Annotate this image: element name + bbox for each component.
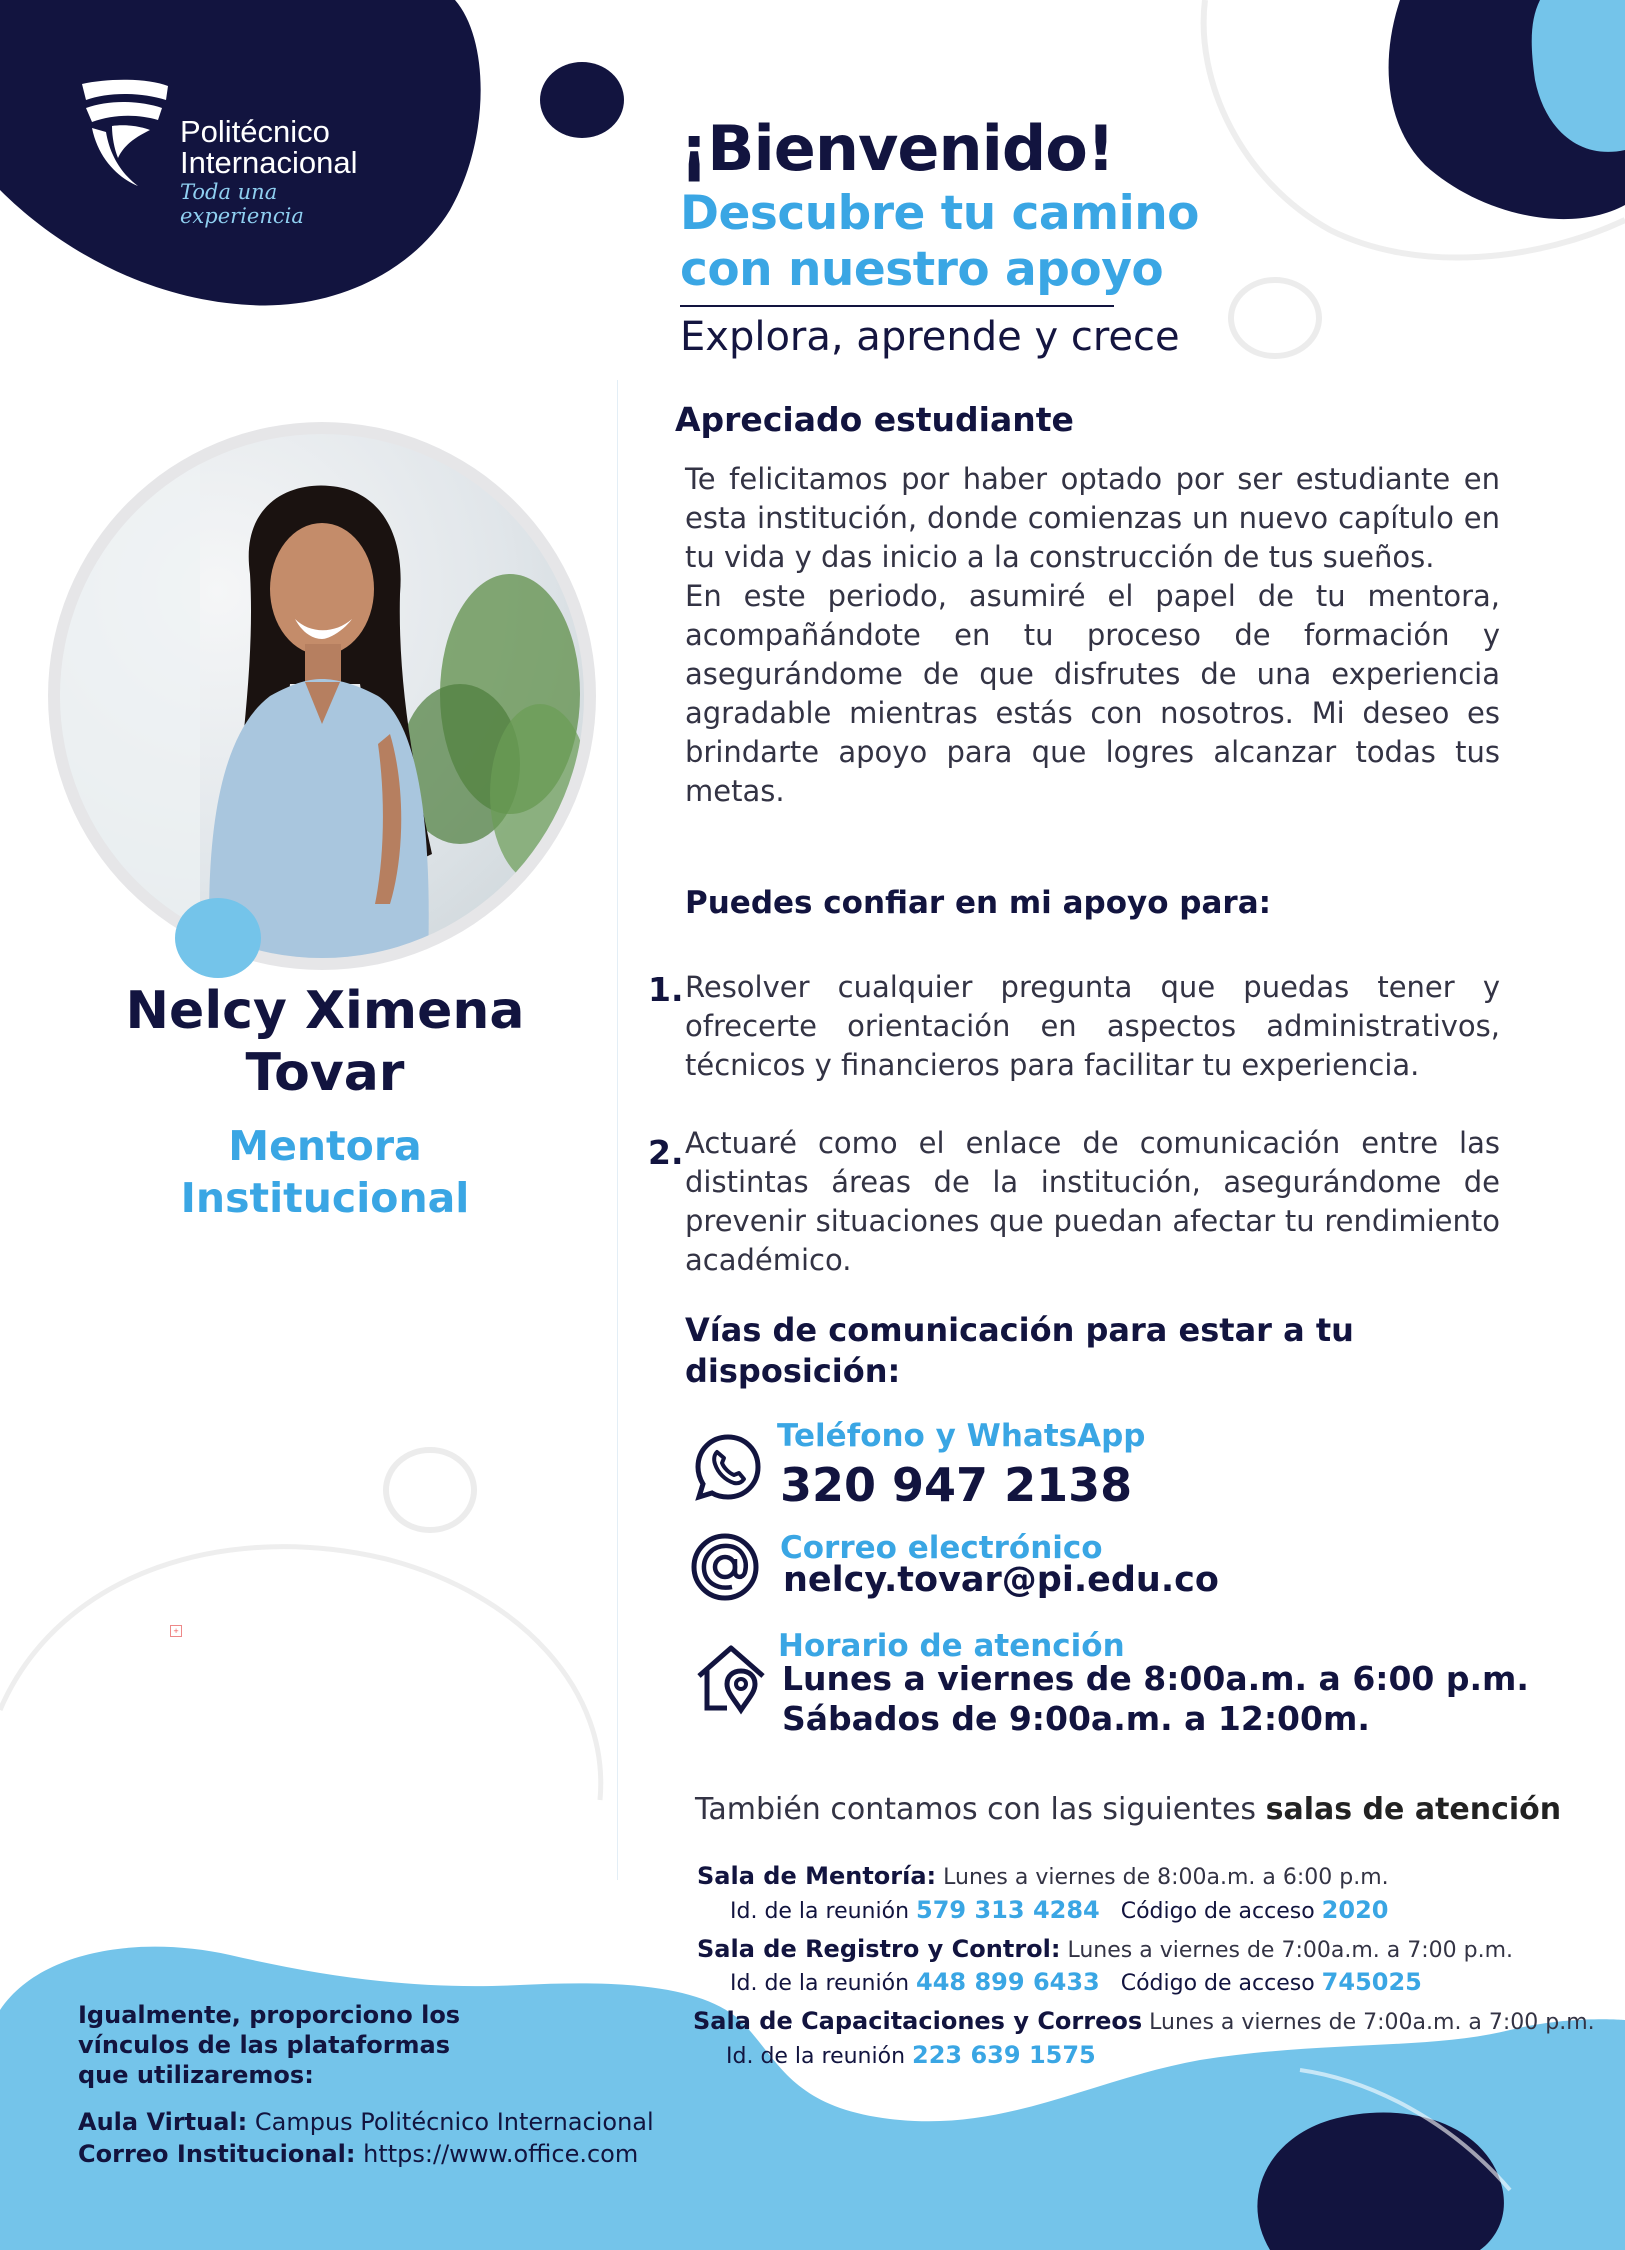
logo-mark-icon xyxy=(78,78,170,188)
photo-accent-blob xyxy=(175,898,261,978)
ring-outline-left xyxy=(386,1450,474,1530)
support-item-1-number: 1. xyxy=(648,970,684,1009)
footer-virtual-label: Aula Virtual: xyxy=(78,2108,248,2136)
left-curve-outline xyxy=(0,1547,601,1800)
rooms-intro-text: También contamos con las siguientes xyxy=(695,1792,1257,1827)
letter-paragraph-2: En este periodo, asumiré el papel de tu mentora, acompañándote en tu proceso de formación y asegurándome de que disfrutes de una experiencia agradable mientras estás con nosotros. Mi deseo es brindarte apoyo para que logres alcanzar todas tus metas. xyxy=(685,579,1500,808)
phone-number[interactable]: 320 947 2138 xyxy=(780,1458,1133,1512)
small-marker-icon: + xyxy=(170,1625,182,1637)
footer-mail-label: Correo Institucional: xyxy=(78,2140,356,2168)
email-label: Correo electrónico xyxy=(780,1530,1103,1566)
footer-mail xyxy=(78,2140,638,2168)
small-navy-blob xyxy=(540,62,624,138)
room-1-details xyxy=(730,1896,1388,1924)
mentor-role-line2: Institucional xyxy=(180,1174,470,1222)
mentor-name-line1: Nelcy Ximena xyxy=(125,981,525,1041)
mentor-name-line2: Tovar xyxy=(245,1043,405,1103)
room-2-details xyxy=(730,1968,1422,1996)
logo-tagline: Toda una experiencia xyxy=(180,180,304,228)
subtitle-line2: con nuestro apoyo xyxy=(680,242,1164,297)
rooms-intro-bold: salas de atención xyxy=(1265,1792,1562,1827)
footer-virtual-value[interactable]: Campus Politécnico Internacional xyxy=(254,2108,654,2136)
contact-heading: Vías de comunicación para estar a tu disposición: xyxy=(685,1311,1354,1390)
mentor-photo xyxy=(60,434,584,958)
hours-weekday: Lunes a viernes de 8:00a.m. a 6:00 p.m. xyxy=(782,1659,1529,1698)
room-1-name: Sala de Mentoría: xyxy=(697,1862,937,1890)
support-item-2-text: Actuaré como el enlace de comunicación entre las distintas áreas de la institución, asegurándome de prevenir situaciones que puedan afectar tu rendimiento académico. xyxy=(685,1126,1500,1277)
email-address[interactable]: nelcy.tovar@pi.edu.co xyxy=(783,1560,1219,1600)
whatsapp-icon xyxy=(693,1432,763,1502)
header-tagline: Explora, aprende y crece xyxy=(680,314,1180,360)
footer-virtual xyxy=(78,2108,654,2136)
mentor-name xyxy=(80,980,570,1104)
hours-label: Horario de atención xyxy=(778,1628,1125,1664)
room-1-access-code: 2020 xyxy=(1321,1896,1389,1924)
subtitle-line1: Descubre tu camino xyxy=(680,186,1199,241)
room-1 xyxy=(697,1862,1389,1890)
room-2-access-code-label: Código de acceso xyxy=(1120,1971,1315,1996)
logo-name-line1: Politécnico xyxy=(180,114,330,149)
room-2 xyxy=(697,1935,1513,1963)
room-1-meeting-id[interactable]: 579 313 4284 xyxy=(916,1896,1100,1924)
header-subtitle xyxy=(680,186,1240,298)
rooms-intro xyxy=(695,1792,1561,1827)
letter-greeting: Apreciado estudiante xyxy=(675,400,1074,439)
home-location-icon xyxy=(693,1640,769,1716)
room-1-meeting-id-label: Id. de la reunión xyxy=(730,1899,910,1924)
room-1-hours: Lunes a viernes de 8:00a.m. a 6:00 p.m. xyxy=(943,1865,1389,1890)
room-3-meeting-id[interactable]: 223 639 1575 xyxy=(912,2041,1096,2069)
room-1-access-code-label: Código de acceso xyxy=(1120,1899,1315,1924)
room-2-name: Sala de Registro y Control: xyxy=(697,1935,1061,1963)
mentor-role-line1: Mentora xyxy=(228,1122,422,1170)
room-2-hours: Lunes a viernes de 7:00a.m. a 7:00 p.m. xyxy=(1067,1938,1514,1963)
logo-name-line2: Internacional xyxy=(180,145,358,180)
blue-dot-bottom xyxy=(1504,2064,1584,2136)
welcome-title: ¡Bienvenido! xyxy=(680,112,1115,185)
room-3 xyxy=(693,2007,1595,2035)
at-sign-icon xyxy=(690,1532,760,1602)
letter-body xyxy=(685,460,1500,811)
footer-mail-value[interactable]: https://www.office.com xyxy=(363,2140,639,2168)
support-item-2-number: 2. xyxy=(648,1133,684,1172)
institution-logo xyxy=(78,76,388,228)
room-3-meeting-id-label: Id. de la reunión xyxy=(726,2044,906,2069)
footer-intro: Igualmente, proporciono los vínculos de las plataformas que utilizaremos: xyxy=(78,2001,461,2089)
room-3-name: Sala de Capacitaciones y Correos xyxy=(693,2007,1143,2035)
room-3-hours: Lunes a viernes de 7:00a.m. a 7:00 p.m. xyxy=(1149,2010,1595,2035)
mentor-portrait-image xyxy=(60,434,584,958)
mentor-role xyxy=(80,1120,570,1224)
letter-paragraph-1: Te felicitamos por haber optado por ser estudiante en esta institución, donde comienzas un nuevo capítulo en tu vida y das inicio a la construcción de tus sueños. xyxy=(685,462,1500,574)
column-divider xyxy=(617,380,618,1880)
support-heading: Puedes confiar en mi apoyo para: xyxy=(685,885,1272,921)
header-divider xyxy=(680,305,1114,307)
phone-label: Teléfono y WhatsApp xyxy=(777,1418,1146,1454)
support-item-1-text: Resolver cualquier pregunta que puedas tener y ofrecerte orientación en aspectos administrativos, técnicos y financieros para facilitar tu experiencia. xyxy=(685,970,1500,1082)
room-2-access-code: 745025 xyxy=(1321,1968,1422,1996)
room-2-meeting-id[interactable]: 448 899 6433 xyxy=(916,1968,1100,1996)
room-2-meeting-id-label: Id. de la reunión xyxy=(730,1971,910,1996)
hours-saturday: Sábados de 9:00a.m. a 12:00m. xyxy=(782,1699,1370,1738)
room-3-details xyxy=(726,2041,1096,2069)
ring-outline-top xyxy=(1231,280,1319,356)
